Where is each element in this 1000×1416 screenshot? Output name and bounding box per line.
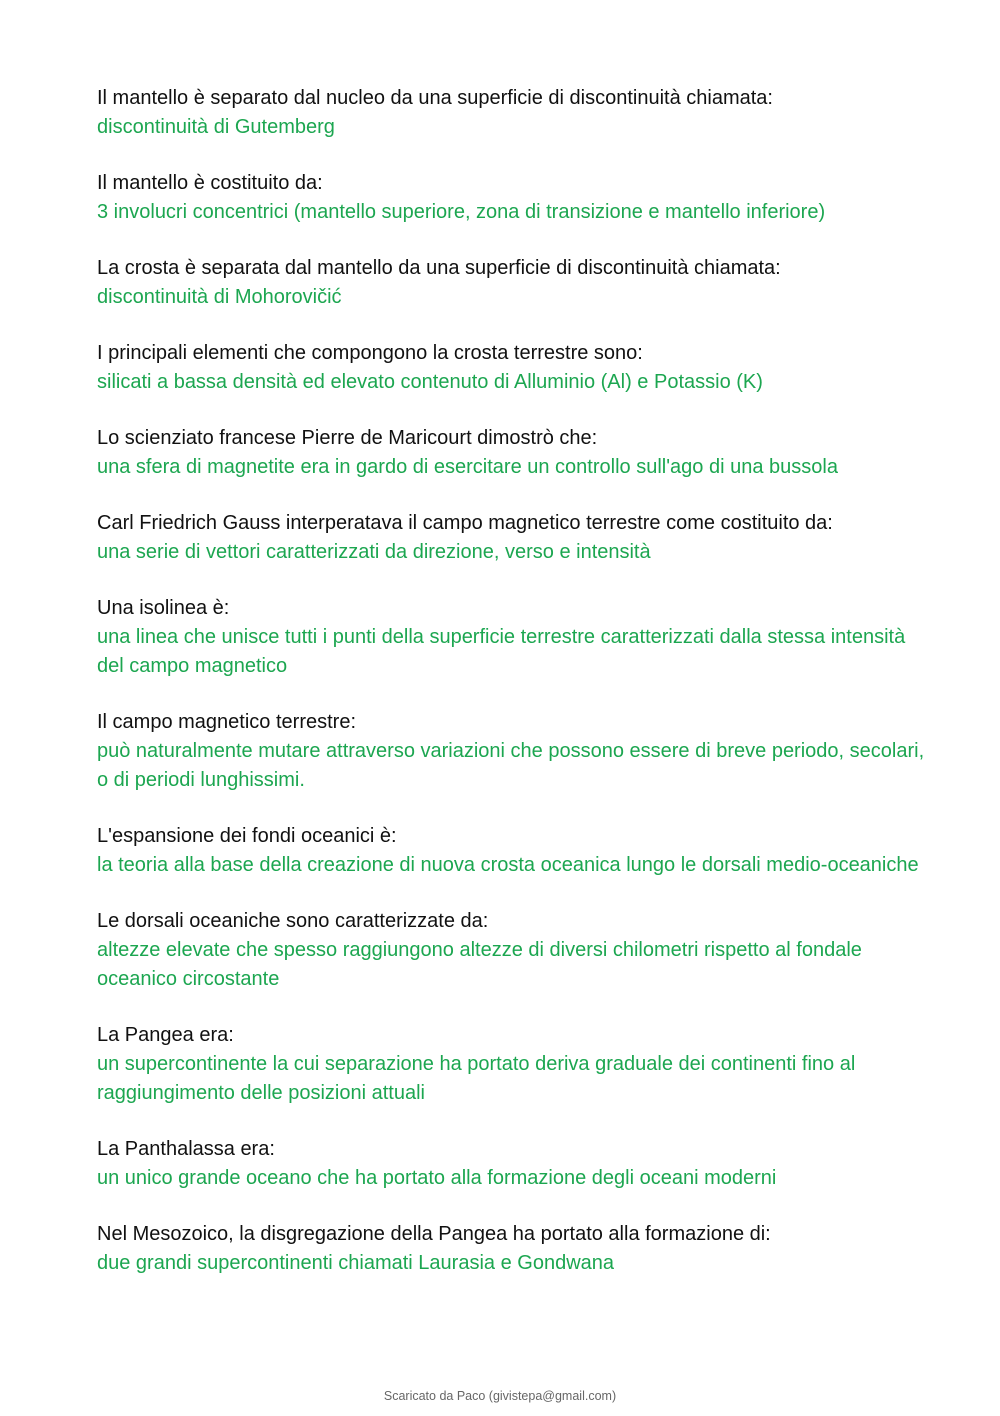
question-text: La Panthalassa era: <box>97 1138 275 1160</box>
qa-item <box>97 907 927 994</box>
answer-text: discontinuità di Mohorovičić <box>97 286 342 308</box>
qa-list <box>97 84 927 1305</box>
qa-item <box>97 822 927 880</box>
question-text: L'espansione dei fondi oceanici è: <box>97 825 397 847</box>
qa-item <box>97 84 927 142</box>
question-text: Il campo magnetico terrestre: <box>97 711 356 733</box>
qa-item <box>97 1021 927 1108</box>
answer-text: un supercontinente la cui separazione ha portato deriva graduale dei continenti fino al raggiungimento delle posizioni attuali <box>97 1053 856 1104</box>
qa-item <box>97 1135 927 1193</box>
answer-text: può naturalmente mutare attraverso variazioni che possono essere di breve periodo, secolari, o di periodi lunghissimi. <box>97 740 925 791</box>
answer-text: 3 involucri concentrici (mantello superiore, zona di transizione e mantello inferiore) <box>97 201 826 223</box>
qa-item <box>97 254 927 312</box>
question-text: Le dorsali oceaniche sono caratterizzate da: <box>97 910 489 932</box>
question-text: La Pangea era: <box>97 1024 234 1046</box>
answer-text: una linea che unisce tutti i punti della superficie terrestre caratterizzati dalla stessa intensità del campo magnetico <box>97 626 906 677</box>
answer-text: discontinuità di Gutemberg <box>97 116 335 138</box>
qa-item <box>97 1220 927 1278</box>
qa-item <box>97 424 927 482</box>
qa-item <box>97 509 927 567</box>
qa-item <box>97 594 927 681</box>
answer-text: la teoria alla base della creazione di nuova crosta oceanica lungo le dorsali medio-oceaniche <box>97 854 919 876</box>
answer-text: un unico grande oceano che ha portato alla formazione degli oceani moderni <box>97 1167 777 1189</box>
question-text: Nel Mesozoico, la disgregazione della Pangea ha portato alla formazione di: <box>97 1223 771 1245</box>
question-text: Il mantello è separato dal nucleo da una superficie di discontinuità chiamata: <box>97 87 773 109</box>
question-text: La crosta è separata dal mantello da una superficie di discontinuità chiamata: <box>97 257 781 279</box>
answer-text: altezze elevate che spesso raggiungono altezze di diversi chilometri rispetto al fondale oceanico circostante <box>97 939 862 990</box>
question-text: Carl Friedrich Gauss interperatava il campo magnetico terrestre come costituito da: <box>97 512 833 534</box>
question-text: Il mantello è costituito da: <box>97 172 323 194</box>
qa-item <box>97 339 927 397</box>
answer-text: una serie di vettori caratterizzati da direzione, verso e intensità <box>97 541 651 563</box>
question-text: I principali elementi che compongono la crosta terrestre sono: <box>97 342 643 364</box>
qa-item <box>97 169 927 227</box>
answer-text: una sfera di magnetite era in gardo di esercitare un controllo sull'ago di una bussola <box>97 456 838 478</box>
qa-item <box>97 708 927 795</box>
download-footer: Scaricato da Paco (givistepa@gmail.com) <box>383 1389 617 1403</box>
question-text: Una isolinea è: <box>97 597 230 619</box>
answer-text: due grandi supercontinenti chiamati Laurasia e Gondwana <box>97 1252 615 1274</box>
answer-text: silicati a bassa densità ed elevato contenuto di Alluminio (Al) e Potassio (K) <box>97 371 763 393</box>
question-text: Lo scienziato francese Pierre de Maricourt dimostrò che: <box>97 427 598 449</box>
